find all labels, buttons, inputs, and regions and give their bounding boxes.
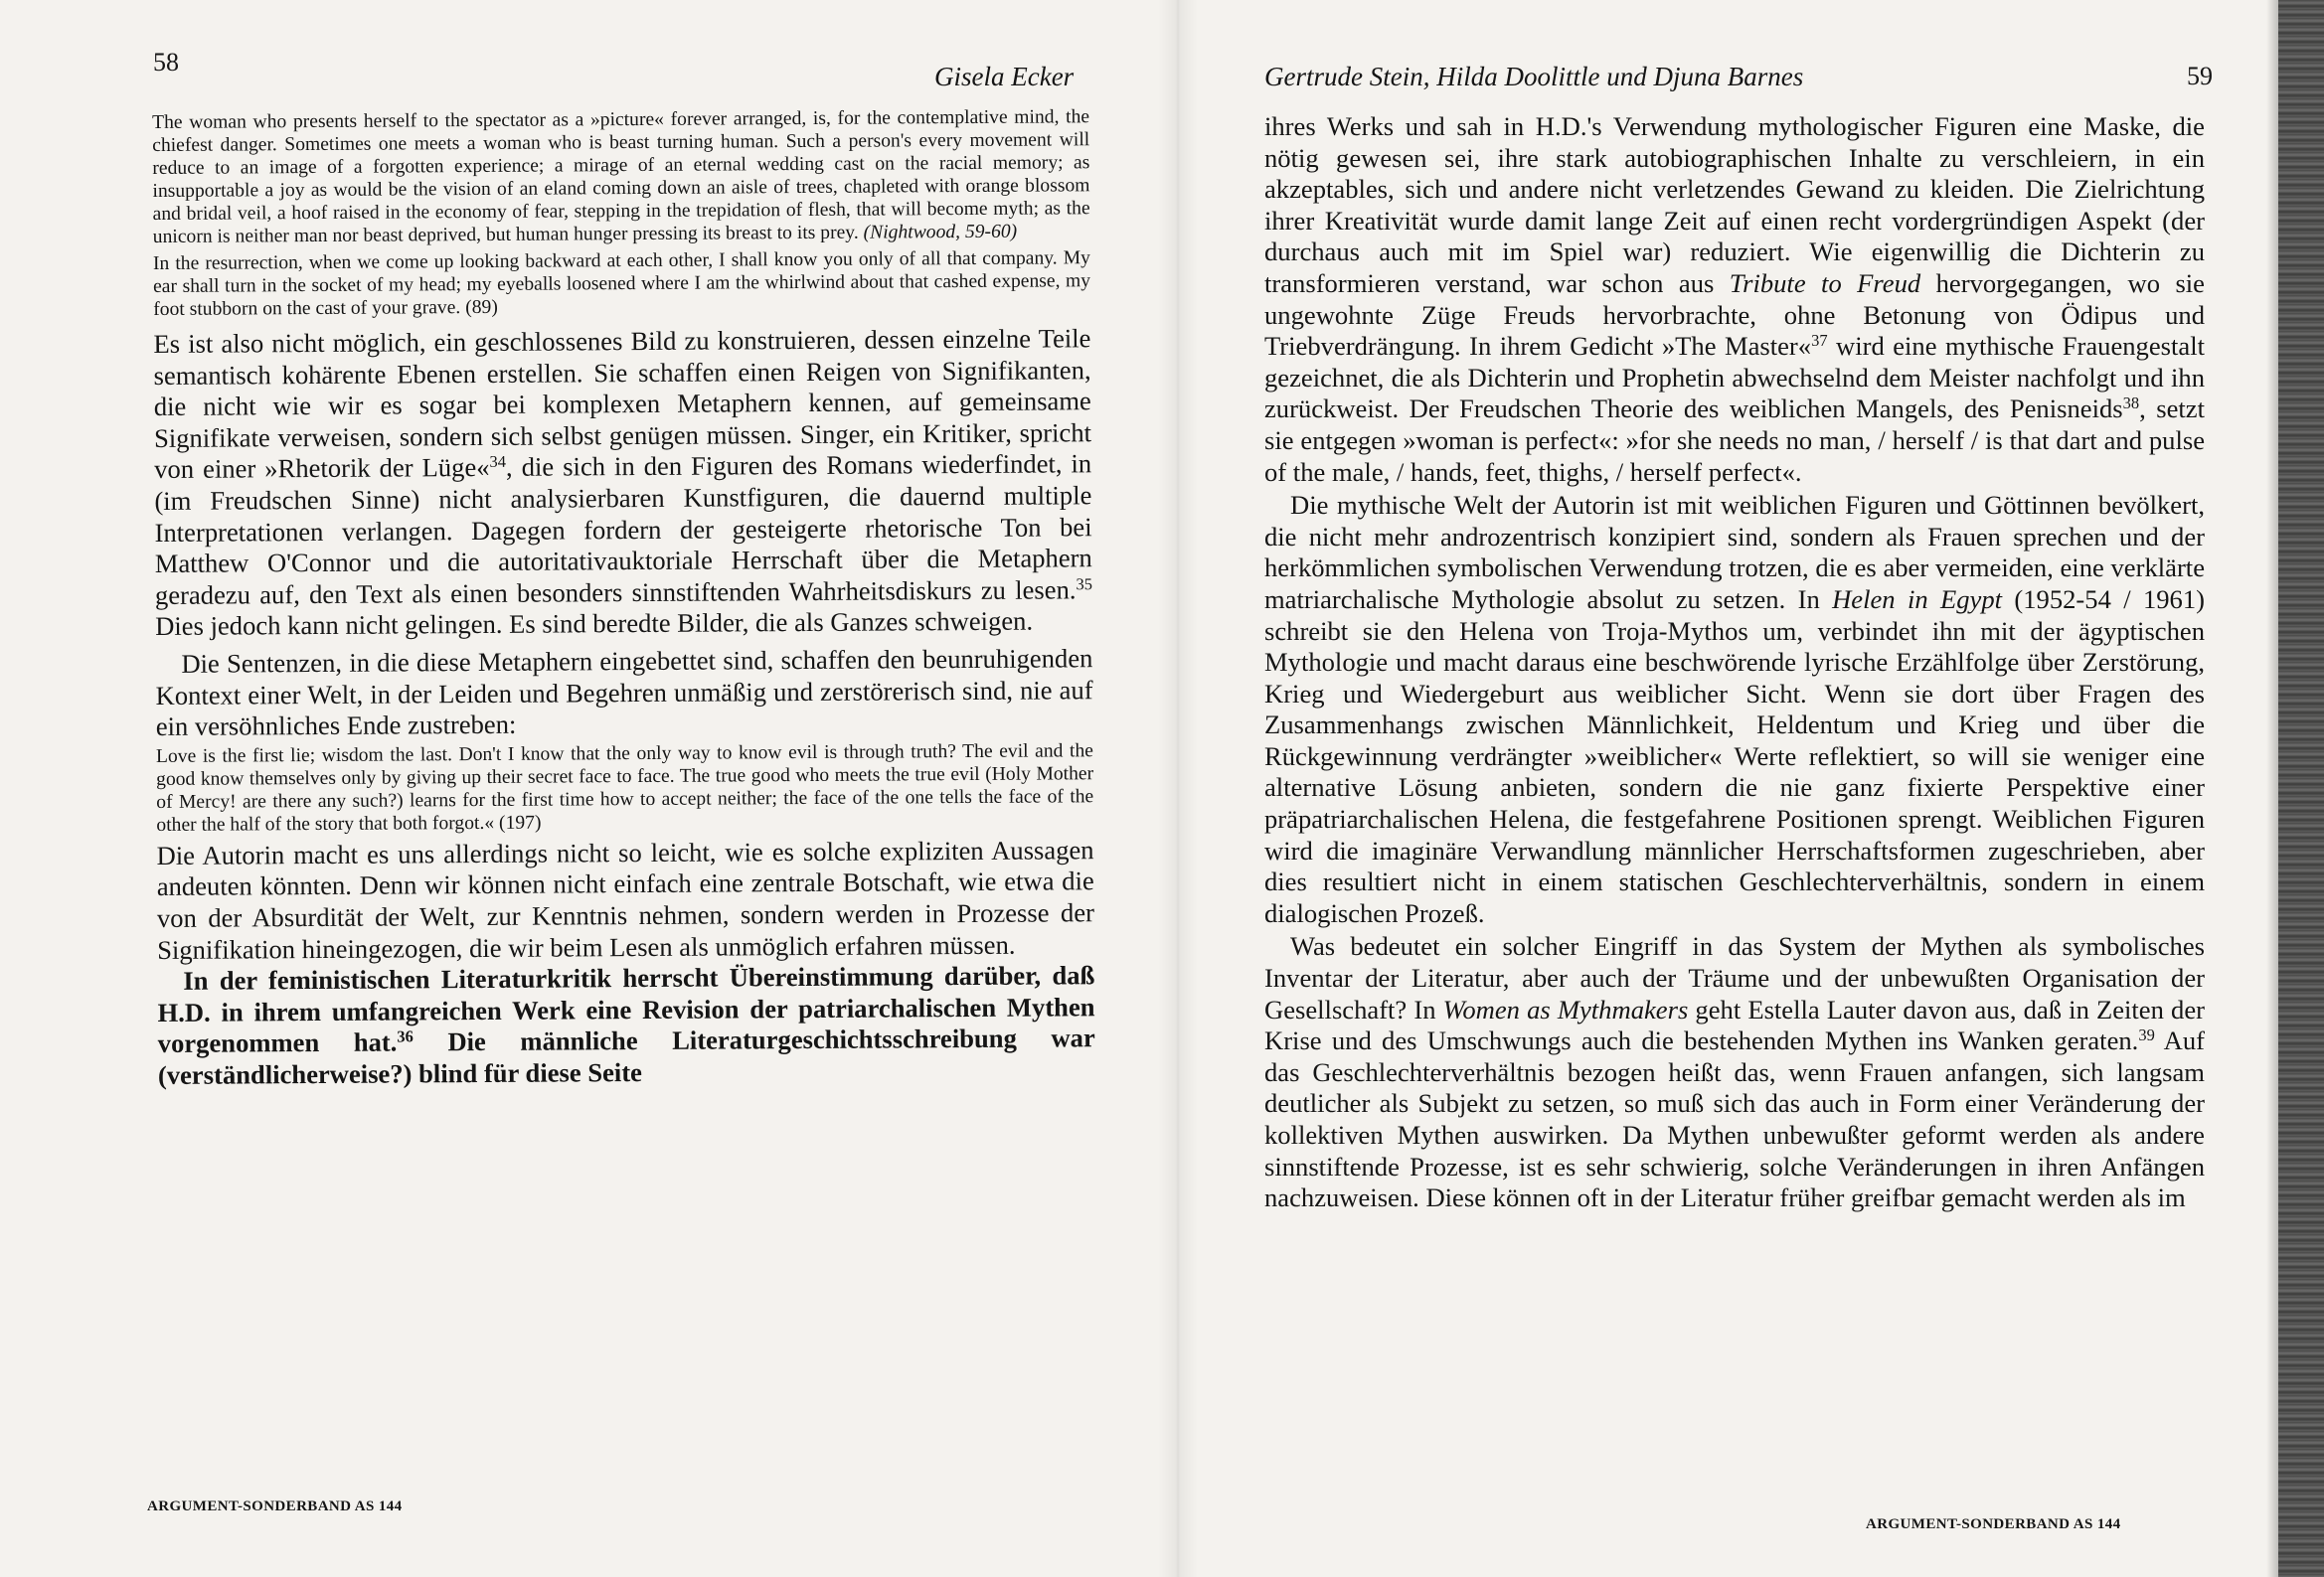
paragraph-text: hervorgegangen, wo sie ungewohnte Züge Freuds hervorbrachte, ohne Betonung von Ödipus und Triebverdrängung. In ihrem Gedicht »The Master« [1264,267,2205,362]
paragraph-text: , setzt sie entgegen »woman is perfect«: »for she needs no man, / herself / is that dart and pulse of the male, / hands, feet, thighs, / herself perfect«. [1264,394,2206,487]
paragraph-text: , die sich in den Figuren des Romans wiederfindet, in (im Freudschen Sinne) nicht analysierbaren Kunstfiguren, die dauernd multiple Interpretationen verlangen. Dagegen fordern der gesteigerte rhetorische Ton bei Matthew O'Connor und die autoritativauktoriale Herrschaft über die Metaphern geradezu auf, den Text als einen besonders sinnstiftenden Wahrheitsdiskurs zu lesen. [154,448,1092,610]
footnote-marker: 36 [397,1026,414,1046]
body-paragraph [153,323,1092,643]
right-text-block [1264,111,2205,1214]
body-paragraph [1264,111,2205,488]
quote-text: Love is the first lie; wisdom the last. Don't I know that the only way to know evil is through truth? The evil and the good know themselves only by giving up their secret face to face. The true good who meets the true evil (Holy Mother of Mercy! are there any such?) learns for the first time how to accept neither; the face of the one tells the face of the other the half of the story that both forgot.« (197) [155,739,1094,836]
work-title: Women as Mythmakers [1442,994,1689,1025]
paragraph-text: In der feministischen Literaturkritik herrscht Übereinstimmung darüber, daß H.D. in ihrem umfangreichen Werk eine Revision der patriarchalischen Mythen vorgenommen hat. [157,960,1095,1059]
paragraph-text: Es ist also nicht möglich, ein geschlossenes Bild zu konstruieren, dessen einzelne Teile semantisch kohärente Ebenen erstellen. Sie schaffen einen Reigen von Signifikanten, die nicht wie wir es sogar bei komplexen Metaphern kennen, auf gemeinsame Signifikate verweisen, sondern sich selbst genügen müssen. Singer, ein Kritiker, spricht von einer »Rhetorik der Lüge« [153,323,1092,485]
paragraph-text: Dies jedoch kann nicht gelingen. Es sind beredte Bilder, die als Ganzes schweigen. [155,605,1034,642]
page-number: 59 [2187,62,2213,90]
paragraph-text: Was bedeutet ein solcher Eingriff in das System der Mythen als symbolisches Inventar der Literatur, aber auch der Träume und der unbewußten Organisation der Gesellschaft? In [1264,931,2205,1025]
running-head: Gisela Ecker [934,62,1075,91]
footnote-marker: 35 [1076,573,1092,594]
block-quote [153,246,1090,321]
paragraph-text: (1952-54 / 1961) schreibt sie den Helena von Troja-Mythos um, verbindet ihn mit der ägyptischen Mythologie und macht daraus eine beschwörende lyrische Erzählfolge über Zerstörung, Krieg und Wiedergeburt aus weiblicher Sicht. Wenn sie dort über Fragen des Zusammenhangs zwischen Männlichkeit, Heldentum und Krieg und über die Rückgewinnung verdrängter »weiblicher« Werte reflektiert, so will sie weniger eine alternative Lösung anbieten, sondern die nie ganz fixierte Perspektive einer präpatriarchalischen Helena, die festgefahrene Positionen sprengt. Weiblichen Figuren wird die imaginäre Verwandlung männlicher Herrschaftsformen zugeschrieben, aber dies resultiert nicht in einem statischen Geschlechterverhältnis, sondern in einem dialogischen Prozeß. [1264,583,2205,928]
quote-text: The woman who presents herself to the spectator as a »picture« forever arranged, is, for the contemplative mind, the chiefest danger. Sometimes one meets a woman who is beast turning human. Such a person's every movement will reduce to an image of a forgotten experience; a mirage of an eternal wedding cast on the racial memory; as insupportable a joy as would be the vision of an eland coming down an aisle of trees, chapleted with orange blossom and bridal veil, a hoof raised in the economy of fear, stepping in the trepidation of flesh, that will become myth; as the unicorn is neither man nor beast deprived, but human hunger pressing its breast to its prey. [152,106,1090,247]
paragraph-text: wird eine mythische Frauengestalt gezeichnet, die als Dichterin und Prophetin abwechselnd dem Meister nachfolgt und ihn zurückweist. Der Freudschen Theorie des weiblichen Mangels, des Penisneids [1264,331,2205,424]
footnote-marker: 38 [2122,394,2140,413]
work-title: Tribute to Freud [1729,267,1921,298]
footnote-marker: 37 [1811,331,1828,351]
paragraph-text: Die Autorin macht es uns allerdings nicht so leicht, wie es solche expliziten Aussagen andeuten könnten. Denn wir können nicht einfach eine zentrale Botschaft, wie etwa die von der Absurdität der Welt, zur Kenntnis nehmen, sondern werden in Prozesse der Signifikation hineingezogen, die wir beim Lesen als unmöglich erfahren müssen. [156,834,1095,965]
quote-citation: (Nightwood, 59-60) [863,221,1018,243]
body-paragraph [155,643,1093,743]
paragraph-text: geht Estella Lauter davon aus, daß in Zeiten der Krise und des Umschwungs auch die bestehenden Mythen ins Wanken geraten. [1264,994,2205,1056]
footnote-marker: 39 [2138,1025,2155,1045]
page-footer: ARGUMENT-SONDERBAND AS 144 [147,1498,403,1514]
right-page [1193,0,2324,1577]
body-paragraph [156,835,1094,966]
body-paragraph [1264,490,2205,929]
running-head: Gertrude Stein, Hilda Doolittle und Djuna Barnes [1264,62,1804,91]
left-text-block [152,105,1095,1091]
paragraph-text: Die Sentenzen, in die diese Metaphern eingebettet sind, schaffen den beunruhigenden Kontext einer Welt, in der Leiden und Begehren unmäßig und zerstörerisch sind, nie auf ein versöhnliches Ende zustreben: [155,643,1093,742]
page-footer: ARGUMENT-SONDERBAND AS 144 [1866,1516,2121,1532]
page-number: 58 [153,48,179,77]
footnote-marker: 34 [489,452,507,472]
paragraph-text: ihres Werks und sah in H.D.'s Verwendung mythologischer Figuren eine Maske, die nötig gewesen sei, ihre stark autobiographischen Inhalte zu verschleiern, in ein akzeptables, sich und andere nicht verletzendes Gewand zu kleiden. Die Zielrichtung ihrer Kreativität wurde damit lange Zeit auf einen recht vordergründigen Aspekt (der durchaus auch mit im Spiel war) reduziert. Wie eigenwillig die Dichterin zu transformieren verstand, war schon aus [1264,111,2205,298]
block-quote [152,105,1090,248]
paragraph-text: Die mythische Welt der Autorin ist mit weiblichen Figuren und Göttinnen bevölkert, die nicht mehr androzentrisch konzipiert sind, sondern als Frauen sprechen und der herkömmlichen symbolischen Verwendung trotzen, die es aber vermeiden, eine verklärte matriarchalische Mythologie absolut zu setzen. In [1264,490,2205,614]
paragraph-text: Auf das Geschlechterverhältnis bezogen heißt das, wenn Frauen anfangen, sich langsam deutlicher als Subjekt zu setzen, so muß sich das auch in Form einer Veränderung der kollektiven Mythen auswirken. Da Mythen unbewußter geformt werden als andere sinnstiftende Prozesse, ist es sehr schwierig, solche Veränderungen in ihren Anfängen nachzuweisen. Diese können oft in der Literatur früher greifbar gemacht werden als im [1264,1025,2205,1213]
quote-text: In the resurrection, when we come up looking backward at each other, I shall know you only of all that company. My ear shall turn in the socket of my head; my eyeballs loosened where I am the whirlwind about that cashed expense, my foot stubborn on the cast of your grave. (89) [152,247,1091,320]
work-title: Helen in Egypt [1832,583,2003,614]
block-quote [156,739,1094,837]
body-paragraph [157,960,1095,1091]
book-gutter [1158,0,1198,1577]
body-paragraph [1264,931,2205,1213]
paragraph-text: Die männliche Literaturgeschichtsschreibung war (verständlicherweise?) blind für diese Seite [157,1023,1095,1090]
